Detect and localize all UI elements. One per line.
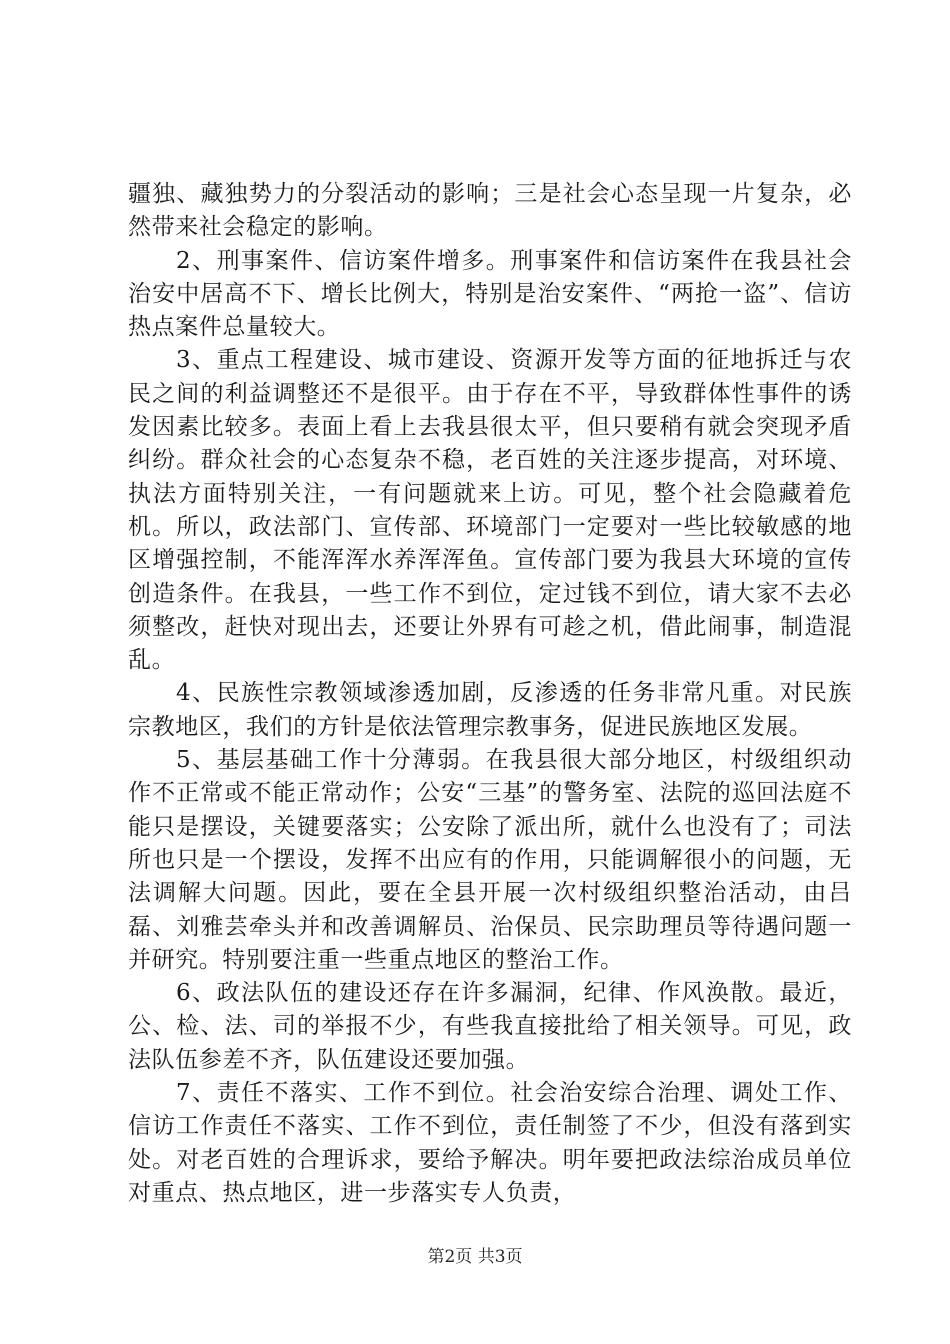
- paragraph-item-4: 4、民族性宗教领域渗透加剧，反渗透的任务非常凡重。对民族宗教地区，我们的方针是依法管理宗教事务，促进民族地区发展。: [128, 680, 852, 740]
- page-number-footer: 第2页 共3页: [427, 1247, 523, 1267]
- paragraph-item-2: 2、刑事案件、信访案件增多。刑事案件和信访案件在我县社会治安中居高不下、增长比例大，特别是治安案件、“两抢一盗”、信访热点案件总量较大。: [128, 247, 852, 341]
- paragraph-item-6: 6、政法队伍的建设还存在许多漏洞，纪律、作风涣散。最近，公、检、法、司的举报不少，有些我直接批给了相关领导。可见，政法队伍参差不齐，队伍建设还要加强。: [128, 980, 852, 1073]
- paragraph-item-3: 3、重点工程建设、城市建设、资源开发等方面的征地拆迁与农民之间的利益调整还不是很平。由于存在不平，导致群体性事件的诱发因素比较多。表面上看上去我县很太平，但只要稍有就会突现矛盾纠纷。群众社会的心态复杂不稳，老百姓的关注逐步提高，对环境、执法方面特别关注，一有问题就来上访。可见，整个社会隐藏着危机。所以，政法部门、宣传部、环境部门一定要对一些比较敏感的地区增强控制，不能浑浑水养浑浑鱼。宣传部门要为我县大环境的宣传创造条件。在我县，一些工作不到位，定过钱不到位，请大家不去必须整改，赶快对现出去，还要让外界有可趁之机，借此闹事，制造混乱。: [128, 347, 852, 674]
- paragraph-continuation: 疆独、藏独势力的分裂活动的影响；三是社会心态呈现一片复杂，必然带来社会稳定的影响。: [128, 181, 852, 241]
- paragraph-item-5: 5、基层基础工作十分薄弱。在我县很大部分地区，村级组织动作不正常或不能正常动作；公安“三基”的警务室、法院的巡回法庭不能只是摆设，关键要落实；公安除了派出所，就什么也没有了；司法所也只是一个摆设，发挥不出应有的作用，只能调解很小的问题，无法调解大问题。因此，要在全县开展一次村级组织整治活动，由吕磊、刘雅芸牵头并和改善调解员、治保员、民宗助理员等待遇问题一并研究。特别要注重一些重点地区的整治工作。: [128, 747, 852, 973]
- paragraph-item-7: 7、责任不落实、工作不到位。社会治安综合治理、调处工作、信访工作责任不落实、工作不到位，责任制签了不少，但没有落到实处。对老百姓的合理诉求，要给予解决。明年要把政法综治成员单位对重点、热点地区，进一步落实专人负责，: [128, 1080, 852, 1206]
- document-body: [128, 178, 852, 1210]
